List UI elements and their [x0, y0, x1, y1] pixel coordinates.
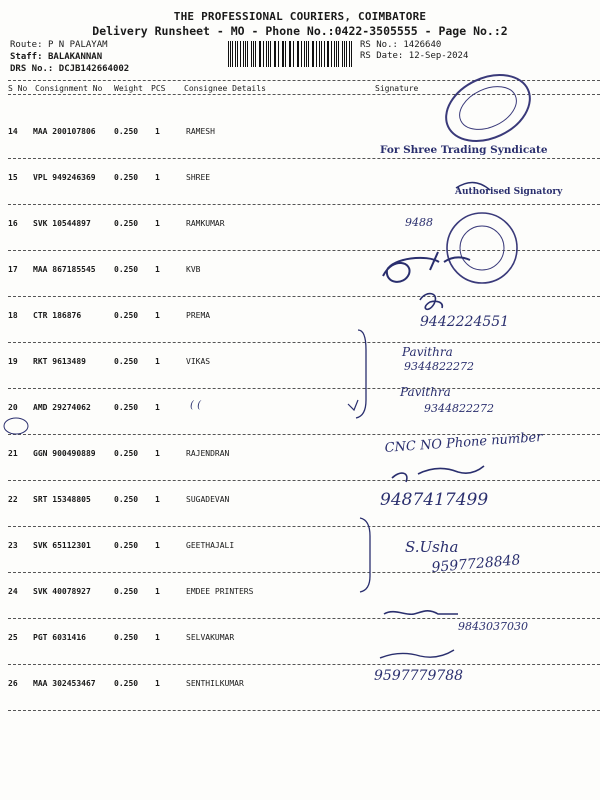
table-row: [0, 495, 600, 541]
barcode-bar: [255, 41, 256, 67]
weight-value: 0.250: [114, 495, 139, 504]
table-row: [0, 679, 600, 725]
pieces-count: 1: [155, 587, 160, 596]
weight-value: 0.250: [114, 679, 139, 688]
serial-number: 19: [8, 357, 18, 366]
table-row: [0, 219, 600, 265]
col-header-consignment: Consignment No: [35, 84, 103, 93]
barcode-bar: [251, 41, 252, 67]
col-header-pcs: PCS: [151, 84, 166, 93]
pieces-count: 1: [155, 541, 160, 550]
row19-name: Pavithra: [402, 345, 453, 359]
pieces-count: 1: [155, 127, 160, 136]
pieces-count: 1: [155, 679, 160, 688]
col-header-signature: Signature: [375, 84, 419, 93]
stamp-signatory: Authorised Signatory: [455, 187, 563, 197]
col-header-sno: S No: [8, 84, 28, 93]
consignment-number: GGN 900490889: [33, 449, 96, 458]
consignment-number: SRT 15348805: [33, 495, 91, 504]
row20-number: 9344822272: [424, 402, 494, 415]
weight-value: 0.250: [114, 403, 139, 412]
table-row: [0, 633, 600, 679]
pieces-count: 1: [155, 357, 160, 366]
rs-no-line: [360, 40, 441, 50]
weight-value: 0.250: [114, 633, 139, 642]
row-divider: [8, 158, 600, 159]
row18-number: 9442224551: [420, 314, 510, 330]
consignment-number: SVK 10544897: [33, 219, 91, 228]
barcode-bar: [275, 41, 276, 67]
row-divider: [8, 480, 600, 481]
consignee-name: RAMESH: [186, 127, 215, 136]
serial-number: 16: [8, 219, 18, 228]
serial-number: 22: [8, 495, 18, 504]
row-divider: [8, 434, 600, 435]
consignee-name: SHREE: [186, 173, 211, 182]
weight-value: 0.250: [114, 587, 139, 596]
row21-note: CNC NO Phone number: [384, 430, 543, 456]
barcode-bar: [336, 41, 337, 67]
header-top-rule: [8, 80, 600, 81]
col-header-consignee: Consignee Details: [184, 84, 266, 93]
serial-number: 23: [8, 541, 18, 550]
serial-number: 24: [8, 587, 18, 596]
table-row: [0, 541, 600, 587]
barcode-bar: [351, 41, 352, 67]
serial-number: 25: [8, 633, 18, 642]
serial-number: 21: [8, 449, 18, 458]
consignment-number: MAA 867185545: [33, 265, 96, 274]
rs-date-line: [360, 51, 468, 61]
row-divider: [8, 572, 600, 573]
consignee-name: GEETHAJALI: [186, 541, 235, 550]
consignment-number: MAA 302453467: [33, 679, 96, 688]
consignee-name: SENTHILKUMAR: [186, 679, 244, 688]
barcode-bar: [298, 41, 299, 67]
table-row: [0, 265, 600, 311]
row-divider: [8, 710, 600, 711]
row23-number: 9597728848: [430, 552, 522, 576]
consignment-number: MAA 200107806: [33, 127, 96, 136]
consignee-name: EMDEE PRINTERS: [186, 587, 254, 596]
consignment-number: SVK 40078927: [33, 587, 91, 596]
row-divider: [8, 296, 600, 297]
barcode-bar: [263, 41, 264, 67]
row23-name: S.Usha: [405, 538, 459, 556]
serial-number: 18: [8, 311, 18, 320]
table-row: [0, 311, 600, 357]
weight-value: 0.250: [114, 219, 139, 228]
table-row: [0, 449, 600, 495]
serial-number: 15: [8, 173, 18, 182]
consignment-number: CTR 186876: [33, 311, 82, 320]
serial-number: 20: [8, 403, 18, 412]
table-row: [0, 173, 600, 219]
col-header-weight: Weight: [114, 84, 143, 93]
row20-name: Pavithra: [400, 385, 451, 399]
barcode-bar: [328, 41, 329, 67]
weight-value: 0.250: [114, 127, 139, 136]
rs-date-label: RS Date:: [360, 51, 404, 61]
staff-line: [10, 52, 102, 62]
barcode-bar: [319, 41, 320, 67]
pieces-count: 1: [155, 173, 160, 182]
row-divider: [8, 664, 600, 665]
barcode-bar: [338, 41, 339, 67]
route-label: Route:: [10, 40, 43, 50]
table-row: [0, 357, 600, 403]
row-divider: [8, 342, 600, 343]
table-row: [0, 587, 600, 633]
barcode-bar: [268, 41, 269, 67]
barcode: [228, 41, 354, 67]
consignment-number: AMD 29274062: [33, 403, 91, 412]
route-line: [10, 40, 108, 50]
stamp-text: For Shree Trading Syndicate: [380, 144, 548, 156]
weight-value: 0.250: [114, 449, 139, 458]
pieces-count: 1: [155, 219, 160, 228]
drs-value: DCJB142664002: [58, 64, 130, 74]
row-divider: [8, 204, 600, 205]
pieces-count: 1: [155, 449, 160, 458]
pieces-count: 1: [155, 265, 160, 274]
rs-date-value: 12-Sep-2024: [408, 51, 469, 61]
pieces-count: 1: [155, 403, 160, 412]
header-bottom-rule: [8, 94, 600, 95]
row-divider: [8, 526, 600, 527]
serial-number: 14: [8, 127, 18, 136]
barcode-bar: [321, 41, 322, 67]
runsheet-subtitle: Delivery Runsheet - MO - Phone No.:0422-3505555 - Page No.:2: [92, 24, 508, 38]
barcode-bar: [235, 41, 236, 67]
drs-line: [10, 64, 129, 74]
barcode-bar: [247, 41, 248, 67]
barcode-bar: [285, 41, 286, 67]
weight-value: 0.250: [114, 173, 139, 182]
drs-label: DRS No.:: [10, 64, 54, 74]
consignment-number: RKT 9613489: [33, 357, 86, 366]
row19-number: 9344822272: [404, 360, 474, 373]
barcode-bar: [237, 41, 238, 67]
barcode-bar: [349, 41, 350, 67]
weight-value: 0.250: [114, 357, 139, 366]
consignee-name: SUGADEVAN: [186, 495, 230, 504]
row25-number: 9843037030: [458, 620, 528, 633]
pieces-count: 1: [155, 311, 160, 320]
consignee-name: RAJENDRAN: [186, 449, 230, 458]
consignee-name: VIKAS: [186, 357, 211, 366]
row-divider: [8, 250, 600, 251]
consignee-name: PREMA: [186, 311, 211, 320]
weight-value: 0.250: [114, 265, 139, 274]
barcode-bar: [228, 41, 229, 67]
company-title: THE PROFESSIONAL COURIERS, COIMBATORE: [173, 10, 427, 23]
consignee-name: RAMKUMAR: [186, 219, 225, 228]
consignment-number: SVK 65112301: [33, 541, 91, 550]
consignment-number: VPL 949246369: [33, 173, 96, 182]
route-value: P N PALAYAM: [47, 40, 108, 50]
barcode-bar: [293, 41, 294, 67]
table-row: [0, 403, 600, 449]
serial-number: 17: [8, 265, 18, 274]
staff-label: Staff:: [10, 52, 43, 62]
rs-no-label: RS No.:: [360, 40, 398, 50]
barcode-bar: [308, 41, 309, 67]
row16-number: 9488: [405, 216, 433, 229]
consignee-name: KVB: [186, 265, 201, 274]
table-row: [0, 127, 600, 173]
serial-number: 26: [8, 679, 18, 688]
row-divider: [8, 618, 600, 619]
consignment-number: PGT 6031416: [33, 633, 86, 642]
pieces-count: 1: [155, 495, 160, 504]
consignee-name: SELVAKUMAR: [186, 633, 235, 642]
row20-marks: ( (: [190, 400, 201, 411]
weight-value: 0.250: [114, 541, 139, 550]
weight-value: 0.250: [114, 311, 139, 320]
rs-no-value: 1426640: [403, 40, 442, 50]
barcode-bar: [278, 41, 279, 67]
row26-number: 9597779788: [374, 668, 464, 684]
row22-number: 9487417499: [380, 490, 489, 510]
pieces-count: 1: [155, 633, 160, 642]
row-divider: [8, 388, 600, 389]
staff-value: BALAKANNAN: [47, 52, 103, 62]
barcode-bar: [306, 41, 307, 67]
